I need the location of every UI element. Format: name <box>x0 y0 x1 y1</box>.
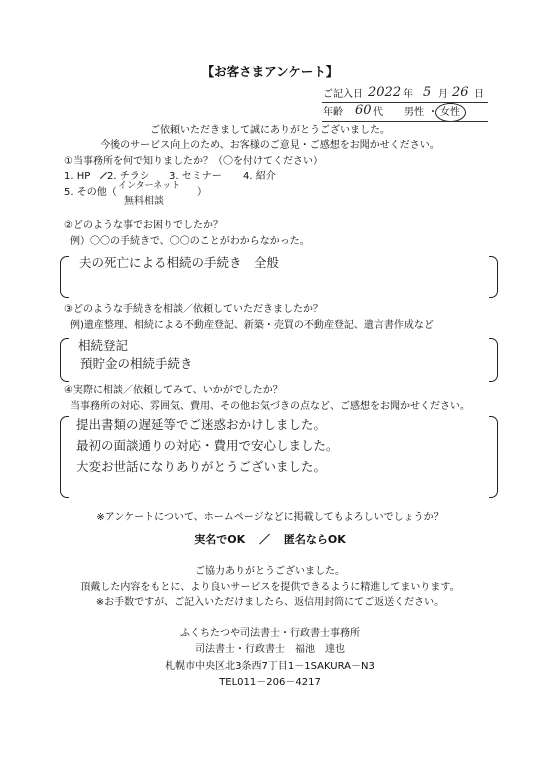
office-tel: TEL011－206－4217 <box>219 677 321 688</box>
q3-bracket-right <box>489 338 498 382</box>
q4-text: ④実際に相談／依頼してみて、いかがでしたか？ <box>64 385 283 396</box>
date-month: 5 <box>423 85 432 100</box>
date-month-unit: 月 <box>438 89 448 100</box>
publish-question: ※アンケートについて、ホームページなどに掲載してもよろしいでしょうか？ <box>96 512 444 523</box>
thanks-line-2: 頂戴した内容をもとに、より良いサービスを提供できるように精進してまいります。 <box>80 582 460 593</box>
intro-line-1: ご依頼いただきまして誠にありがとうございました。 <box>150 125 390 136</box>
q4-answer-line-3: 大変お世話になりありがとうございました。 <box>76 459 327 474</box>
q2-answer-line-1: 夫の死亡による相続の手続き 全般 <box>79 255 280 270</box>
age-underline <box>322 121 488 122</box>
office-rep: 司法書士・行政書士 福池 達也 <box>195 644 345 655</box>
q2-bracket-right <box>489 256 498 298</box>
publish-choice-sep: ／ <box>259 533 270 546</box>
q4-example: 当事務所の対応、雰囲気、費用、その他お気づきの点など、ご感想をお聞かせください。 <box>70 401 470 412</box>
q1-other-answer-2: 無料相談 <box>124 196 164 207</box>
date-label: ご記入日 <box>323 89 363 100</box>
q3-answer-line-1: 相続登記 <box>78 338 129 353</box>
date-year: 2022 <box>368 85 402 100</box>
office-name: ふくちたつや司法書士・行政書士事務所 <box>180 628 360 639</box>
gender-female: 女性 <box>440 107 460 118</box>
date-year-unit: 年 <box>403 89 413 100</box>
date-underline <box>322 102 488 103</box>
q4-bracket-right <box>489 416 498 498</box>
thanks-line-1: ご協力ありがとうございました。 <box>195 566 345 577</box>
age-label: 年齢 <box>323 107 343 118</box>
q4-answer-line-2: 最初の面談通りの対応・費用で安心しました。 <box>76 438 339 453</box>
publish-choices <box>0 531 540 547</box>
q2-text: ②どのような事でお困りでしたか？ <box>64 220 223 231</box>
q1-option-other: 5. その他（ <box>64 187 117 198</box>
date-day: 26 <box>452 85 469 100</box>
age-value: 60 <box>355 103 372 118</box>
office-address: 札幌市中央区北3条西7丁目1－1SAKURA－N3 <box>165 661 375 672</box>
q1-option-other-close: ） <box>197 187 207 198</box>
q1-option-seminar: 3. セミナー <box>169 171 222 182</box>
q1-text: ①当事務所を何で知りましたか？（〇を付けてください） <box>64 156 323 167</box>
q4-bracket-left <box>60 416 69 498</box>
age-unit: 代 <box>373 107 383 118</box>
q1-option-flyer: 2. チラシ <box>107 171 150 182</box>
q2-bracket-left <box>60 256 69 298</box>
gender-female-circle <box>435 103 466 122</box>
q1-option-referral: 4. 紹介 <box>243 171 276 182</box>
q3-example: 例)遺産整理、相続による不動産登記、新築・売買の不動産登記、遺言書作成など <box>70 320 434 331</box>
gender-sep: ・ <box>428 107 438 118</box>
q3-answer-line-2: 預貯金の相続手続き <box>80 356 193 371</box>
q1-other-answer-1: インターネット <box>118 181 181 191</box>
q4-answer-line-1: 提出書類の遅延等でご迷惑おかけしました。 <box>76 417 327 432</box>
intro-line-2: 今後のサービス向上のため、お客様のご意見・ご感想をお聞かせください。 <box>100 140 440 151</box>
gender-male: 男性 <box>404 107 424 118</box>
q3-text: ③どのような手続きを相談／依頼していただきましたか？ <box>64 304 323 315</box>
q2-example: 例）〇〇の手続きで、〇〇のことがわからなかった。 <box>70 236 310 247</box>
publish-choice-anon: 匿名ならOK <box>283 533 346 546</box>
q3-bracket-left <box>60 338 69 382</box>
q1-option-hp: 1. HP <box>64 171 91 182</box>
publish-choice-real: 実名でOK <box>194 533 246 546</box>
page-title: 【お客さまアンケート】 <box>201 64 339 79</box>
date-day-unit: 日 <box>474 89 484 100</box>
thanks-line-3: ※お手数ですが、ご記入いただけましたら、返信用封筒にてご返送ください。 <box>95 597 445 608</box>
